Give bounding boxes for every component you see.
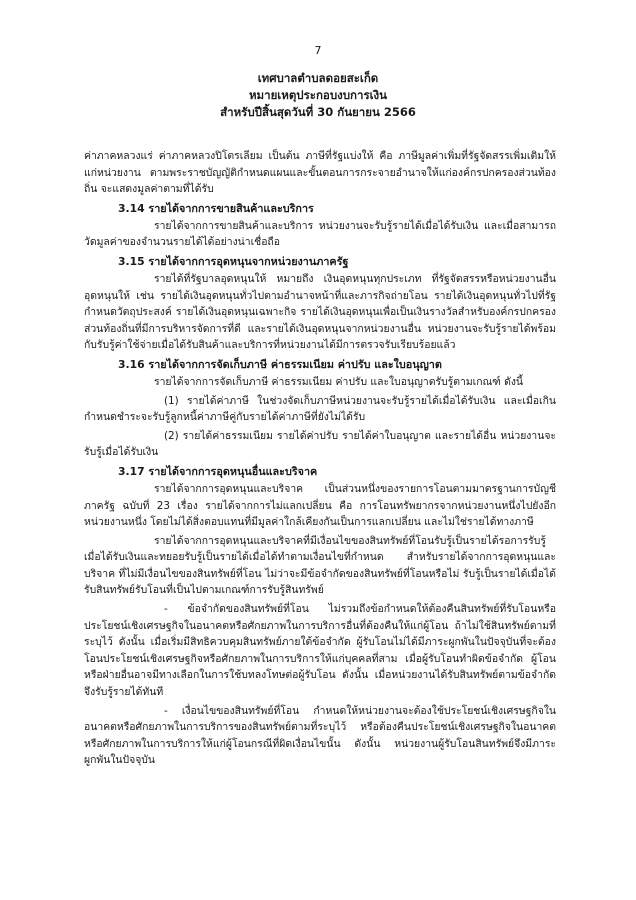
intro-paragraph: ค่าภาคหลวงแร่ ค่าภาคหลวงปิโตรเลียม เป็นต้น ภาษีที่รัฐแบ่งให้ คือ ภาษีมูลค่าเพิ่มที่รัฐจัดสรรเพิ่มเติมให้แก่หน่วยงาน ตามพระราชบัญญัติกำหนดแผนและขั้นตอนการกระจายอำนาจให้แก่องค์กรปกครองส่วนท้องถิ่น จะแสดงมูลค่าตามที่ได้รับ bbox=[84, 150, 556, 196]
document-body bbox=[84, 148, 556, 771]
header-organization: เทศบาลตำบลดอยสะเก็ด bbox=[257, 71, 379, 85]
section-3-17-bullet-1: - ข้อจำกัดของสินทรัพย์ที่โอน ไม่รวมถึงข้อกำหนดให้ต้องคืนสินทรัพย์ที่รับโอนหรือประโยชน์เชิงเศรษฐกิจในอนาคตหรือศักยภาพในการบริการอื่นที่ต้องคืนให้แก่ผู้โอน ถ้าไม่ใช้สินทรัพย์ตามที่ระบุไว้ ดังนั้น เมื่อเริ่มมีสิทธิควบคุมสินทรัพย์ภายใต้ข้อจำกัด ผู้รับโอนไม่ได้มีภาระผูกพันในปัจจุบันที่จะต้องโอนประโยชน์เชิงเศรษฐกิจหรือศักยภาพในการบริการให้แก่บุคคลที่สาม เมื่อผู้รับโอนทำผิดข้อจำกัด ผู้โอนหรือฝ่ายอื่นอาจมีทางเลือกในการใช้บทลงโทษต่อผู้รับโอน ดังนั้น เมื่อหน่วยงานได้รับสินทรัพย์ตามข้อจำกัดจึงรับรู้รายได้ทันที bbox=[84, 603, 556, 699]
section-3-17-paragraph-2: รายได้จากการอุดหนุนและบริจาคที่มีเงื่อนไขของสินทรัพย์ที่โอนรับรู้เป็นรายได้รอการรับรู้ เมื่อได้รับเงินและทยอยรับรู้เป็นรายได้เมื่อได้ทำตามเงื่อนไขที่กำหนด สำหรับรายได้จากการอุดหนุนและบริจาค ที่ไม่มีเงื่อนไขของสินทรัพย์ที่โอน ไม่ว่าจะมีข้อจำกัดของสินทรัพย์ที่โอนหรือไม่ รับรู้เป็นรายได้เมื่อได้รับสินทรัพย์รับโอนที่เป็นไปตามเกณฑ์การรับรู้สินทรัพย์ bbox=[84, 534, 556, 597]
page-number: 7 bbox=[314, 44, 322, 57]
section-3-17-heading: 3.17 รายได้จากการอุดหนุนอื่นและบริจาค bbox=[118, 464, 318, 478]
section-3-15-heading: 3.15 รายได้จากการอุดหนุนจากหน่วยงานภาครัฐ bbox=[118, 254, 349, 268]
section-3-16-item-2: (2) รายได้ค่าธรรมเนียม รายได้ค่าปรับ รายได้ค่าใบอนุญาต และรายได้อื่น หน่วยงานจะรับรู้เมื่อได้รับเงิน bbox=[84, 429, 556, 459]
section-3-16-heading: 3.16 รายได้จากการจัดเก็บภาษี ค่าธรรมเนียม ค่าปรับ และใบอนุญาต bbox=[118, 357, 442, 371]
header-title: หมายเหตุประกอบงบการเงิน bbox=[248, 88, 388, 102]
header-period: สำหรับปีสิ้นสุดวันที่ 30 กันยายน 2566 bbox=[220, 105, 416, 119]
section-3-17-bullet-2: - เงื่อนไขของสินทรัพย์ที่โอน กำหนดให้หน่วยงานจะต้องใช้ประโยชน์เชิงเศรษฐกิจในอนาคตหรือศักยภาพในการบริการของสินทรัพย์ตามที่ระบุไว้ หรือต้องคืนประโยชน์เชิงเศรษฐกิจในอนาคตหรือศักยภาพในการบริการให้แก่ผู้โอนกรณีที่ผิดเงื่อนไขนั้น ดังนั้น หน่วยงานผู้รับโอนสินทรัพย์จึงมีภาระผูกพันในปัจจุบัน bbox=[84, 704, 556, 767]
section-3-16-paragraph: รายได้จากการจัดเก็บภาษี ค่าธรรมเนียม ค่าปรับ และใบอนุญาตรับรู้ตามเกณฑ์ ดังนี้ bbox=[154, 375, 524, 388]
document-header bbox=[0, 70, 636, 121]
section-3-17-paragraph-1: รายได้จากการอุดหนุนและบริจาค เป็นส่วนหนึ่งของรายการโอนตามมาตรฐานการบัญชีภาครัฐ ฉบับที่ 23 เรื่อง รายได้จากการไม่แลกเปลี่ยน คือ การโอนทรัพยากรจากหน่วยงานหนึ่งไปยังอีกหน่วยงานหนึ่ง โดยไม่ได้สิ่งตอบแทนที่มีมูลค่าใกล้เคียงกันเป็นการแลกเปลี่ยน และไม่ใช่รายได้ทางภาษี bbox=[84, 482, 556, 529]
section-3-14-paragraph: รายได้จากการขายสินค้าและบริการ หน่วยงานจะรับรู้รายได้เมื่อได้รับเงิน และเมื่อสามารถวัดมูลค่าของจำนวนรายได้ได้อย่างน่าเชื่อถือ bbox=[84, 219, 556, 249]
section-3-14-heading: 3.14 รายได้จากการขายสินค้าและบริการ bbox=[118, 201, 314, 215]
section-3-16-item-1: (1) รายได้ค่าภาษี ในช่วงจัดเก็บภาษีหน่วยงานจะรับรู้รายได้เมื่อได้รับเงิน และเมื่อเกินกำหนดชำระจะรับรู้ลูกหนี้ค่าภาษีคู่กับรายได้ค่าภาษีที่ยังไม่ได้รับ bbox=[84, 394, 556, 424]
section-3-15-paragraph: รายได้ที่รัฐบาลอุดหนุนให้ หมายถึง เงินอุดหนุนทุกประเภท ที่รัฐจัดสรรหรือหน่วยงานอื่นอุดหนุนให้ เช่น รายได้เงินอุดหนุนทั่วไปตามอำนาจหน้าที่และภารกิจถ่ายโอน รายได้เงินอุดหนุนทั่วไปที่รัฐกำหนดวัตถุประสงค์ รายได้เงินอุดหนุนเฉพาะกิจ รายได้เงินอุดหนุนเพื่อเป็นเงินรางวัลสำหรับองค์กรปกครองส่วนท้องถิ่นที่มีการบริหารจัดการที่ดี และรายได้เงินอุดหนุนจากหน่วยงานอื่น หน่วยงานจะรับรู้รายได้พร้อมกับรับรู้ค่าใช้จ่ายเมื่อได้รับสินค้าและบริการที่หน่วยงานได้มีการตรวจรับเรียบร้อยแล้ว bbox=[84, 272, 556, 352]
